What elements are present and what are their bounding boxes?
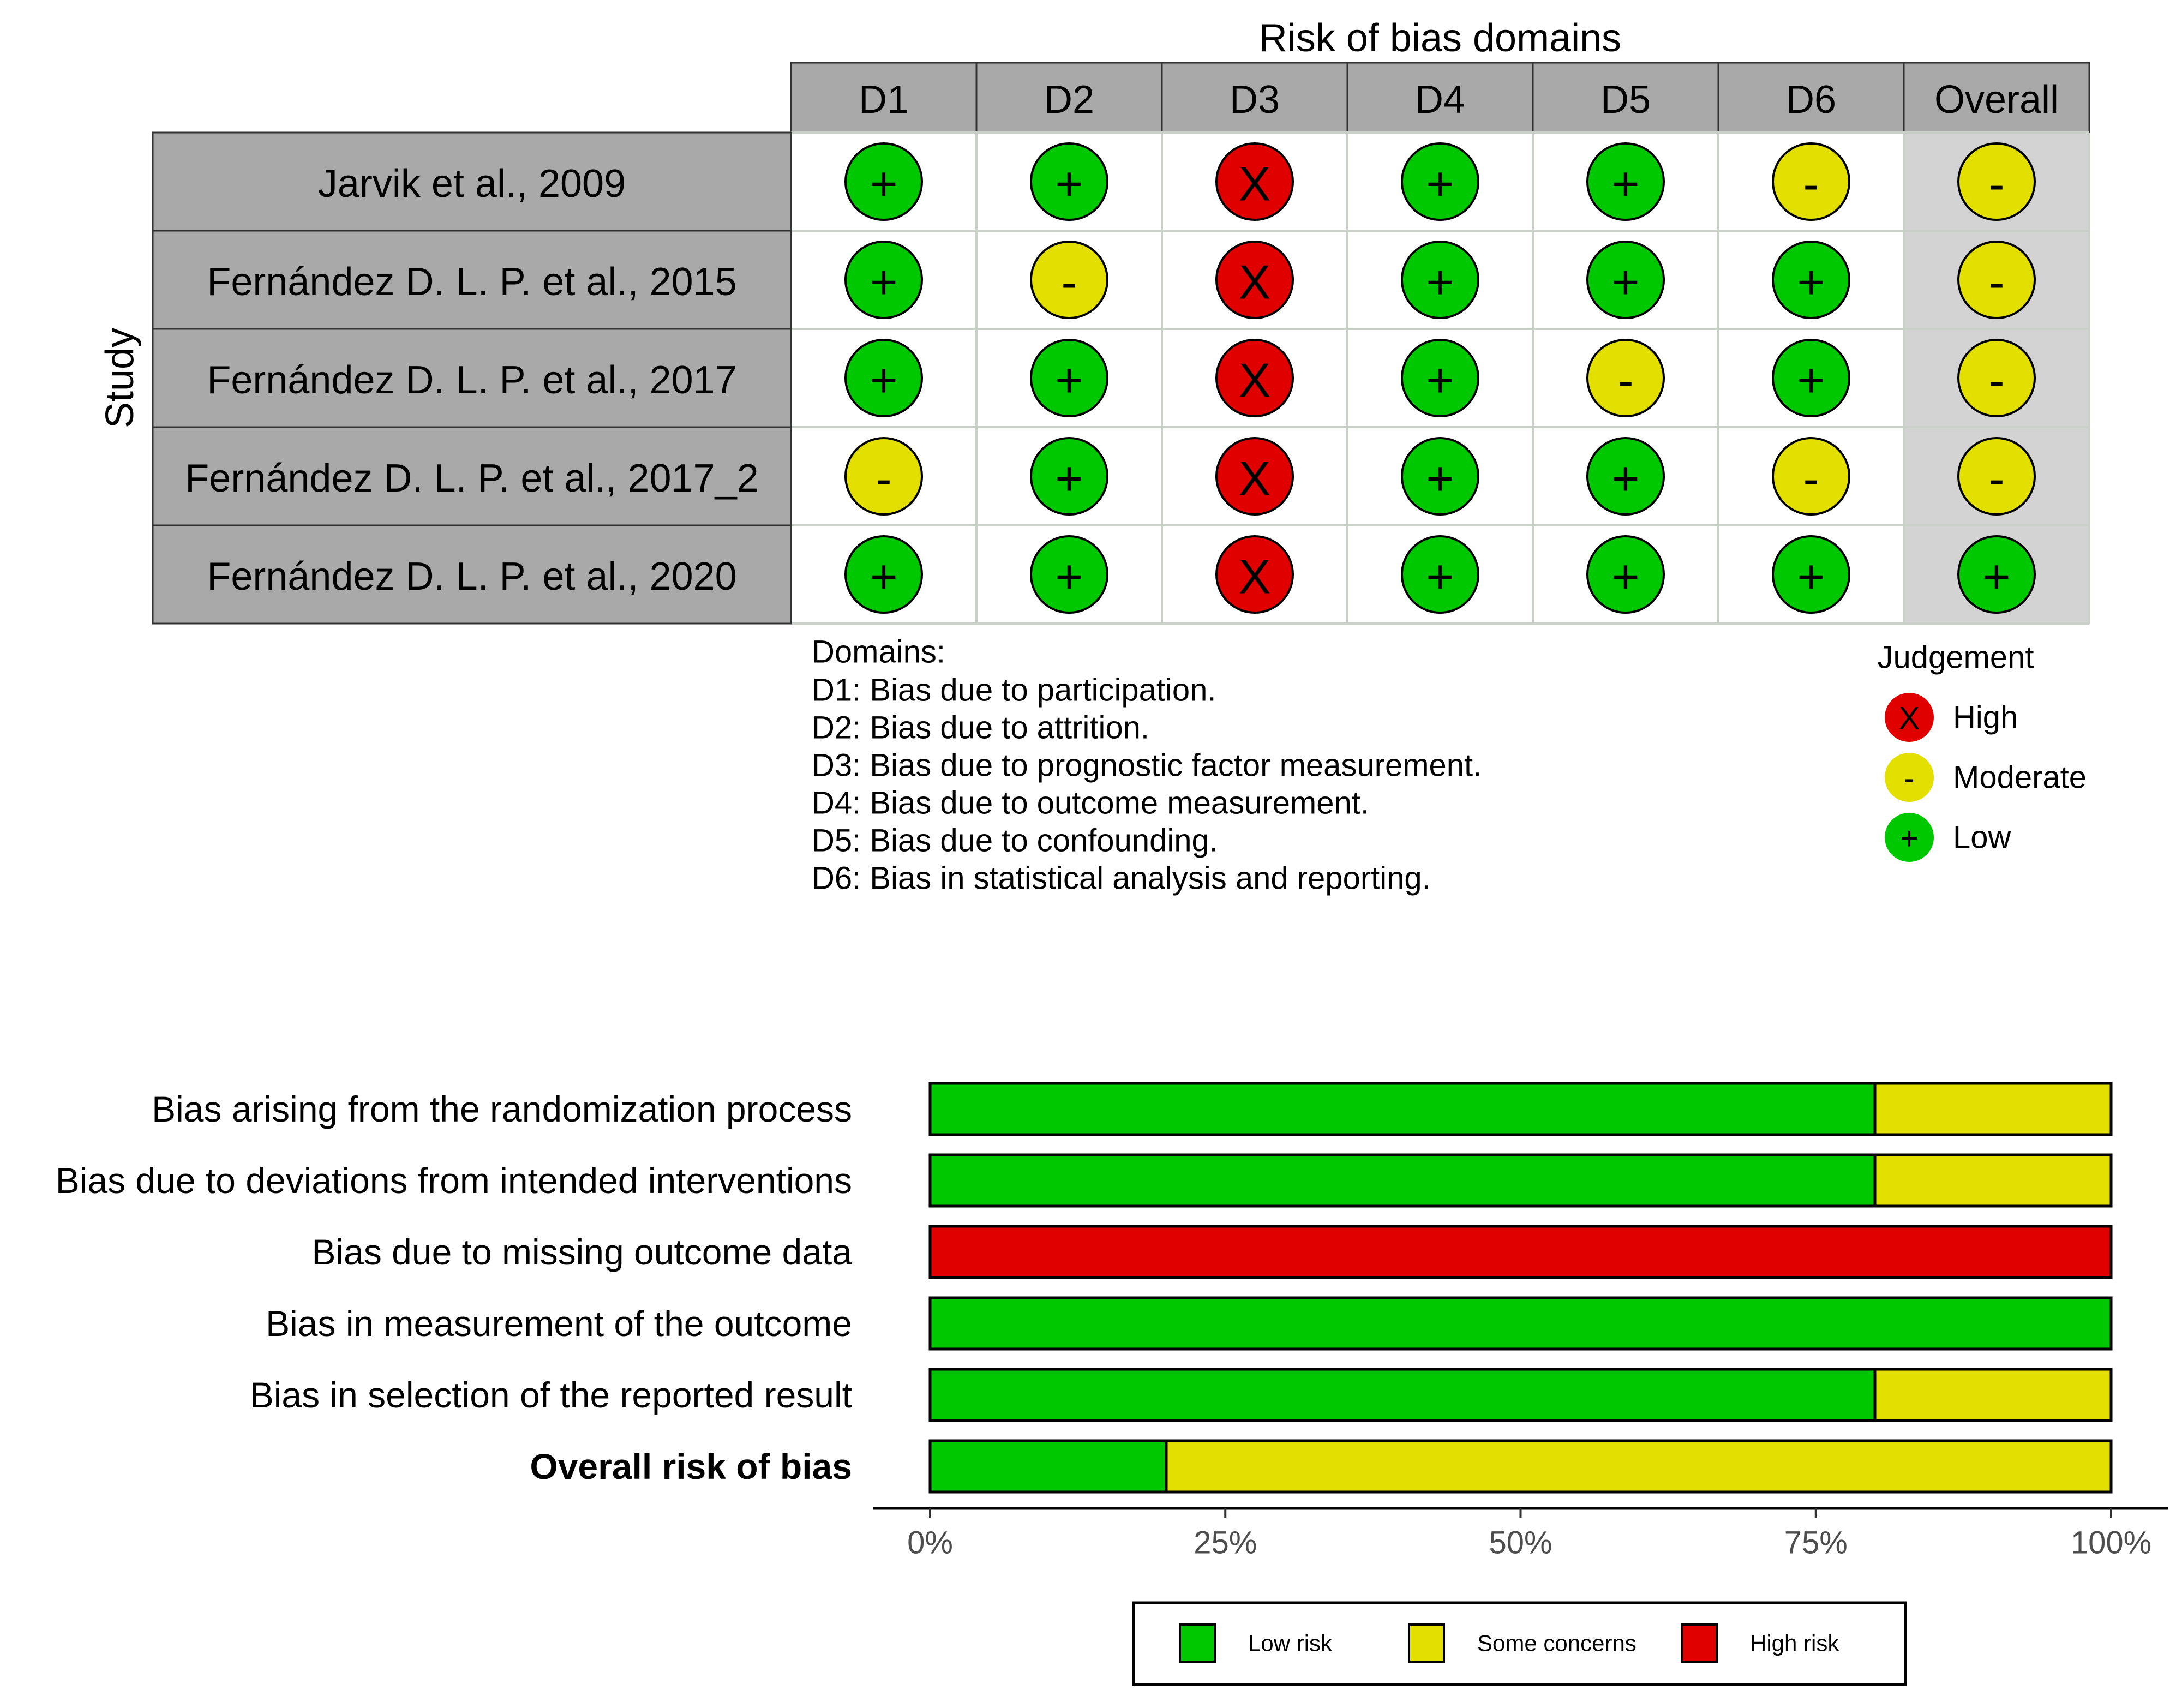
domain-description: D4: Bias due to outcome measurement. (812, 785, 1369, 821)
column-header-overall: Overall (1934, 78, 2059, 122)
legend-symbol: + (1900, 820, 1919, 856)
bar-segment-some-concerns (1875, 1369, 2111, 1421)
domain-description: D3: Bias due to prognostic factor measurement. (812, 747, 1482, 783)
judgement-symbol: + (1797, 255, 1825, 309)
column-header-d4: D4 (1414, 78, 1466, 122)
x-tick-label: 50% (1489, 1525, 1552, 1561)
judgement-symbol: + (1611, 157, 1640, 211)
legend-symbol: X (1898, 700, 1920, 736)
bar-legend-label: Some concerns (1477, 1630, 1636, 1656)
judgement-symbol: + (1426, 255, 1454, 309)
judgement-symbol: + (1426, 549, 1454, 604)
plot-title: Risk of bias domains (1258, 16, 1622, 60)
bar-legend-label: Low risk (1248, 1630, 1333, 1656)
judgement-symbol: + (1797, 549, 1825, 604)
judgement-symbol: - (1617, 353, 1634, 407)
bar-legend-swatch (1682, 1625, 1717, 1662)
bar-category-label: Bias in selection of the reported result (249, 1375, 852, 1415)
study-label: Fernández D. L. P. et al., 2017_2 (185, 457, 759, 500)
judgement-symbol: + (1797, 353, 1825, 407)
judgement-symbol: + (870, 255, 898, 309)
judgement-symbol: X (1238, 549, 1271, 604)
bar-legend-label: High risk (1750, 1630, 1839, 1656)
column-header-d6: D6 (1785, 78, 1837, 122)
bar-segment-low-risk (930, 1369, 1875, 1421)
judgement-symbol: - (1988, 157, 2005, 211)
judgement-symbol: - (876, 451, 892, 506)
bar-segment-some-concerns (1875, 1083, 2111, 1135)
judgement-symbol: X (1238, 157, 1271, 211)
judgement-symbol: + (1611, 255, 1640, 309)
bar-segment-low-risk (930, 1441, 1166, 1492)
judgement-symbol: + (1426, 353, 1454, 407)
study-label: Fernández D. L. P. et al., 2017 (207, 358, 737, 402)
bar-segment-some-concerns (1166, 1441, 2111, 1492)
bar-category-label: Overall risk of bias (530, 1446, 852, 1487)
bar-category-label: Bias arising from the randomization process (152, 1089, 852, 1129)
column-header-d2: D2 (1044, 78, 1095, 122)
x-tick-label: 25% (1194, 1525, 1257, 1561)
bar-segment-low-risk (930, 1298, 2111, 1349)
judgement-symbol: + (1055, 549, 1083, 604)
judgement-symbol: - (1803, 157, 1819, 211)
judgement-symbol: + (870, 353, 898, 407)
domain-description: D5: Bias due to confounding. (812, 823, 1218, 859)
judgement-symbol: - (1061, 255, 1077, 309)
legend-symbol: - (1904, 760, 1915, 796)
bar-segment-low-risk (930, 1083, 1875, 1135)
bar-segment-some-concerns (1875, 1155, 2111, 1206)
judgement-symbol: - (1803, 451, 1819, 506)
judgement-symbol: + (870, 549, 898, 604)
legend-label: High (1953, 699, 2018, 735)
judgement-symbol: + (1982, 549, 2011, 604)
study-label: Fernández D. L. P. et al., 2015 (207, 260, 737, 304)
judgement-symbol: + (1426, 451, 1454, 506)
domain-description: D1: Bias due to participation. (812, 672, 1216, 708)
domain-description: D6: Bias in statistical analysis and reporting. (812, 860, 1431, 896)
study-axis-label: Study (98, 327, 142, 429)
judgement-symbol: + (1055, 157, 1083, 211)
x-tick-label: 75% (1784, 1525, 1848, 1561)
traffic-light-plot (98, 16, 2089, 896)
column-header-d1: D1 (858, 78, 909, 122)
judgement-legend-title: Judgement (1877, 639, 2034, 675)
x-tick-label: 100% (2070, 1525, 2152, 1561)
judgement-symbol: + (1611, 549, 1640, 604)
column-header-d3: D3 (1229, 78, 1280, 122)
bar-category-label: Bias due to deviations from intended interventions (55, 1160, 852, 1201)
judgement-symbol: X (1238, 255, 1271, 309)
summary-bar-chart (56, 1083, 2168, 1685)
judgement-symbol: X (1238, 353, 1271, 407)
bar-segment-high-risk (930, 1226, 2111, 1278)
bar-legend-swatch (1409, 1625, 1444, 1662)
study-label: Jarvik et al., 2009 (317, 162, 626, 206)
bar-legend-swatch (1180, 1625, 1215, 1662)
judgement-symbol: + (1055, 353, 1083, 407)
column-header-d5: D5 (1600, 78, 1651, 122)
judgement-symbol: + (1055, 451, 1083, 506)
judgement-symbol: + (1426, 157, 1454, 211)
bar-category-label: Bias in measurement of the outcome (266, 1303, 852, 1344)
judgement-symbol: - (1988, 451, 2005, 506)
domains-heading: Domains: (812, 634, 945, 670)
legend-label: Low (1953, 819, 2011, 855)
judgement-symbol: + (870, 157, 898, 211)
judgement-symbol: + (1611, 451, 1640, 506)
bar-segment-low-risk (930, 1155, 1875, 1206)
legend-label: Moderate (1953, 759, 2087, 795)
study-label: Fernández D. L. P. et al., 2020 (207, 555, 737, 598)
judgement-symbol: X (1238, 451, 1271, 506)
domain-description: D2: Bias due to attrition. (812, 710, 1149, 746)
x-tick-label: 0% (907, 1525, 953, 1561)
judgement-symbol: - (1988, 353, 2005, 407)
judgement-symbol: - (1988, 255, 2005, 309)
bar-category-label: Bias due to missing outcome data (311, 1232, 852, 1272)
